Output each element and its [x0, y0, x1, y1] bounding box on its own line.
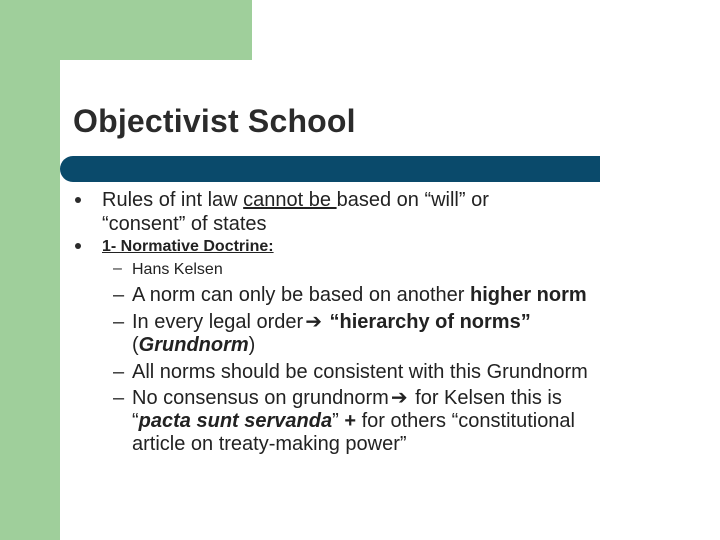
bullet-1-line2: “consent” of states: [102, 213, 267, 235]
item-2-grundnorm: Grundnorm: [138, 334, 249, 356]
content-corner: [60, 60, 100, 100]
item-2-paren-open: (: [132, 334, 139, 356]
top-accent-bar: [0, 0, 252, 60]
item-4-rest: for others “constitutional: [361, 410, 575, 432]
dash-marker: –: [113, 387, 125, 409]
item-4-pre: No consensus on grundnorm: [132, 387, 389, 409]
bullet-1-text: [102, 188, 489, 212]
title-underline-bar: [60, 156, 600, 182]
dash-marker: –: [113, 361, 125, 383]
item-4-pacta: pacta sunt servanda: [138, 410, 333, 432]
left-accent-bar: [0, 0, 60, 540]
arrow-right-icon: ➔: [305, 311, 322, 333]
arrow-right-icon: ➔: [390, 387, 408, 409]
dash-marker: –: [113, 260, 122, 277]
item-4-line3: article on treaty-making power”: [132, 433, 407, 455]
bullet-1-part2: based on “will” or: [336, 189, 489, 211]
dash-marker: –: [113, 311, 125, 333]
sub-author: Hans Kelsen: [132, 261, 223, 278]
bullet-1-underlined: cannot be: [243, 189, 337, 211]
dash-marker: –: [113, 284, 125, 306]
bullet-1-part1: Rules of int law: [102, 189, 244, 211]
slide-title: Objectivist School: [73, 103, 356, 139]
bullet-marker: [75, 197, 81, 203]
item-1-pre: A norm can only be based on another: [132, 284, 471, 306]
item-2-pre: In every legal order: [132, 311, 304, 333]
item-2-paren-close: ): [248, 334, 256, 356]
item-4-text: [132, 386, 562, 410]
bullet-2-heading: 1- Normative Doctrine:: [102, 238, 274, 255]
item-4-quote-open: “: [132, 410, 139, 432]
item-1-text: [132, 283, 587, 307]
item-4-line2: [132, 409, 575, 433]
item-3-text: All norms should be consistent with this Grundnorm: [132, 361, 588, 383]
item-4-plus: +: [338, 410, 362, 432]
item-4-quote-close: ”: [332, 410, 339, 432]
bullet-marker: [75, 243, 81, 249]
item-1-bold: higher norm: [470, 284, 587, 306]
item-4-post: for Kelsen this is: [409, 387, 562, 409]
item-2-bold: “hierarchy of norms”: [329, 311, 531, 333]
item-2-line2: [132, 333, 255, 357]
item-2-text: [132, 310, 531, 334]
